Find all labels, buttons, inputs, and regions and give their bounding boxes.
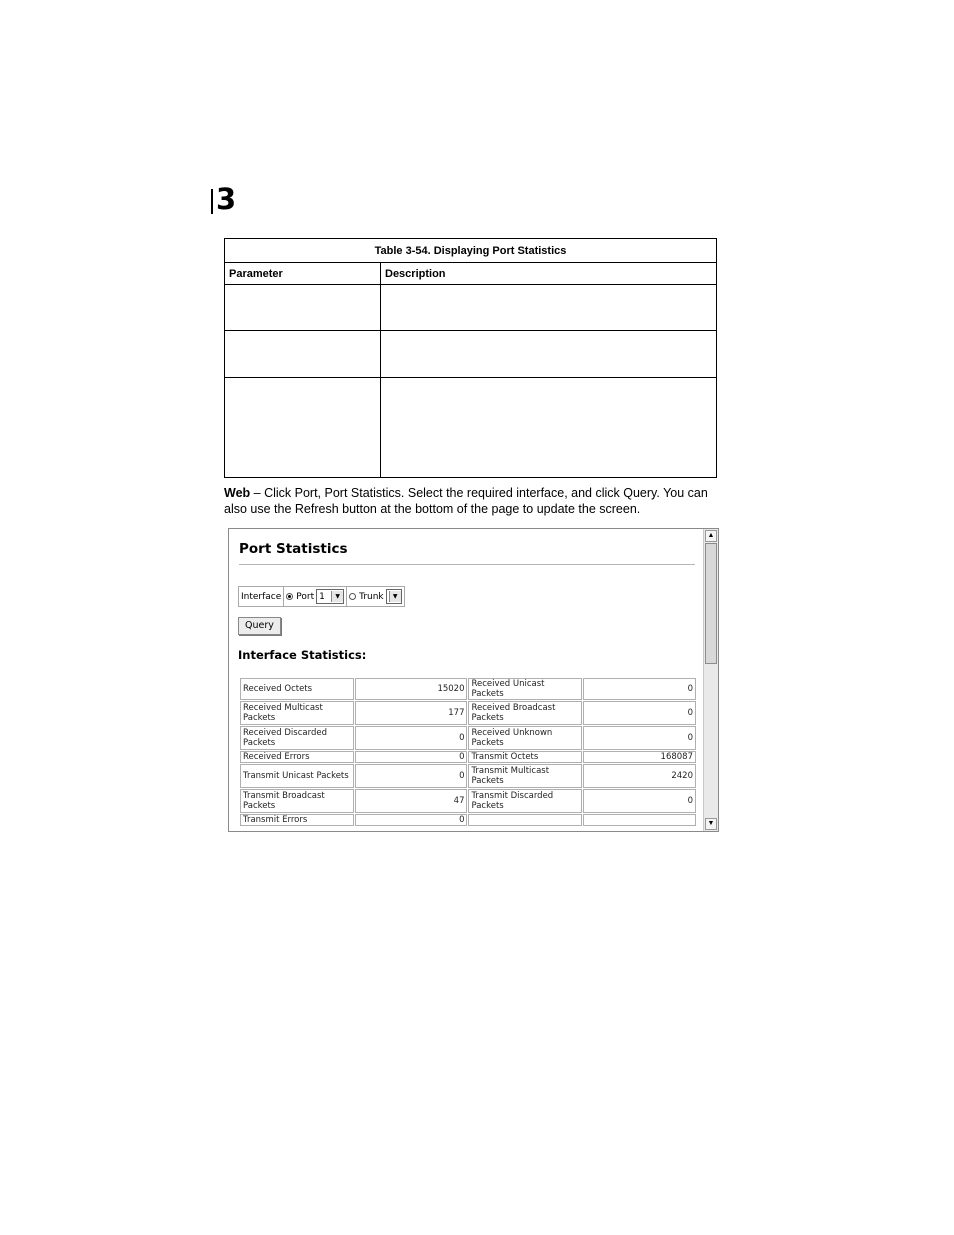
stat-value: 0 bbox=[355, 814, 468, 826]
table-row bbox=[240, 814, 696, 826]
port-label: Port bbox=[296, 591, 315, 602]
interface-label bbox=[239, 587, 284, 606]
stat-value: 0 bbox=[355, 751, 468, 763]
vertical-scrollbar[interactable] bbox=[703, 529, 718, 831]
stat-label: Transmit Discarded Packets bbox=[468, 789, 582, 813]
chapter-marker bbox=[211, 182, 239, 216]
trunk-label: Trunk bbox=[359, 591, 384, 602]
scroll-up-icon[interactable]: ▲ bbox=[705, 530, 717, 542]
table-caption: Table 3-54. Displaying Port Statistics bbox=[225, 239, 717, 263]
query-button[interactable]: Query bbox=[238, 617, 281, 635]
scrollbar-thumb[interactable] bbox=[705, 543, 717, 664]
column-header-description: Description bbox=[381, 263, 717, 285]
stat-value bbox=[583, 814, 696, 826]
table-cell bbox=[381, 331, 717, 378]
web-text: – Click Port, Port Statistics. Select the required interface, and click Query. You can also use the Refresh button at the bottom of the page to update the screen. bbox=[224, 486, 708, 516]
stat-value: 47 bbox=[355, 789, 468, 813]
stat-label: Transmit Multicast Packets bbox=[468, 764, 582, 788]
table-cell bbox=[225, 378, 381, 478]
stat-value: 2420 bbox=[583, 764, 696, 788]
stat-label: Received Unicast Packets bbox=[468, 678, 582, 700]
stat-label bbox=[468, 814, 582, 826]
stat-value: 0 bbox=[583, 789, 696, 813]
stat-value: 177 bbox=[355, 701, 468, 725]
interface-statistics-table bbox=[239, 677, 697, 827]
stat-label: Transmit Unicast Packets bbox=[240, 764, 354, 788]
title-divider bbox=[239, 564, 695, 565]
stat-label: Received Discarded Packets bbox=[240, 726, 354, 750]
page-content bbox=[229, 529, 703, 831]
stat-value: 0 bbox=[355, 764, 468, 788]
stat-value: 0 bbox=[355, 726, 468, 750]
port-statistics-screenshot bbox=[228, 528, 719, 832]
stat-label: Received Multicast Packets bbox=[240, 701, 354, 725]
table-row bbox=[240, 764, 696, 788]
table-row bbox=[240, 751, 696, 763]
table-cell bbox=[225, 285, 381, 331]
column-header-parameter: Parameter bbox=[225, 263, 381, 285]
table-row bbox=[240, 701, 696, 725]
web-label: Web bbox=[224, 486, 251, 500]
stat-label: Transmit Octets bbox=[468, 751, 582, 763]
interface-statistics-heading: Interface Statistics: bbox=[238, 648, 367, 662]
interface-selector bbox=[238, 586, 405, 607]
port-option bbox=[284, 587, 347, 606]
table-cell bbox=[381, 285, 717, 331]
port-statistics-param-table bbox=[224, 238, 717, 478]
stat-label: Received Unknown Packets bbox=[468, 726, 582, 750]
chapter-number: 3 bbox=[216, 182, 237, 216]
stat-label: Transmit Errors bbox=[240, 814, 354, 826]
table-cell bbox=[381, 378, 717, 478]
stat-value: 15020 bbox=[355, 678, 468, 700]
web-instructions bbox=[224, 485, 724, 517]
stat-label: Received Octets bbox=[240, 678, 354, 700]
table-row bbox=[240, 678, 696, 700]
stat-value: 0 bbox=[583, 726, 696, 750]
table-row bbox=[240, 789, 696, 813]
port-select-value: 1 bbox=[319, 591, 325, 602]
stat-label: Received Broadcast Packets bbox=[468, 701, 582, 725]
chevron-down-icon: ▼ bbox=[331, 591, 343, 602]
port-radio[interactable] bbox=[286, 593, 293, 600]
trunk-radio[interactable] bbox=[349, 593, 356, 600]
stat-value: 0 bbox=[583, 678, 696, 700]
stat-value: 0 bbox=[583, 701, 696, 725]
trunk-select[interactable] bbox=[386, 589, 402, 604]
table-cell bbox=[225, 331, 381, 378]
stat-label: Received Errors bbox=[240, 751, 354, 763]
chevron-down-icon: ▼ bbox=[389, 591, 401, 602]
stat-label: Transmit Broadcast Packets bbox=[240, 789, 354, 813]
chapter-bar bbox=[211, 189, 213, 214]
page-title: Port Statistics bbox=[239, 541, 348, 557]
scroll-down-icon[interactable]: ▼ bbox=[705, 818, 717, 830]
interface-label-text: Interface bbox=[241, 591, 282, 602]
port-select[interactable] bbox=[316, 589, 344, 604]
stat-value: 168087 bbox=[583, 751, 696, 763]
trunk-option bbox=[347, 587, 404, 606]
table-row bbox=[240, 726, 696, 750]
